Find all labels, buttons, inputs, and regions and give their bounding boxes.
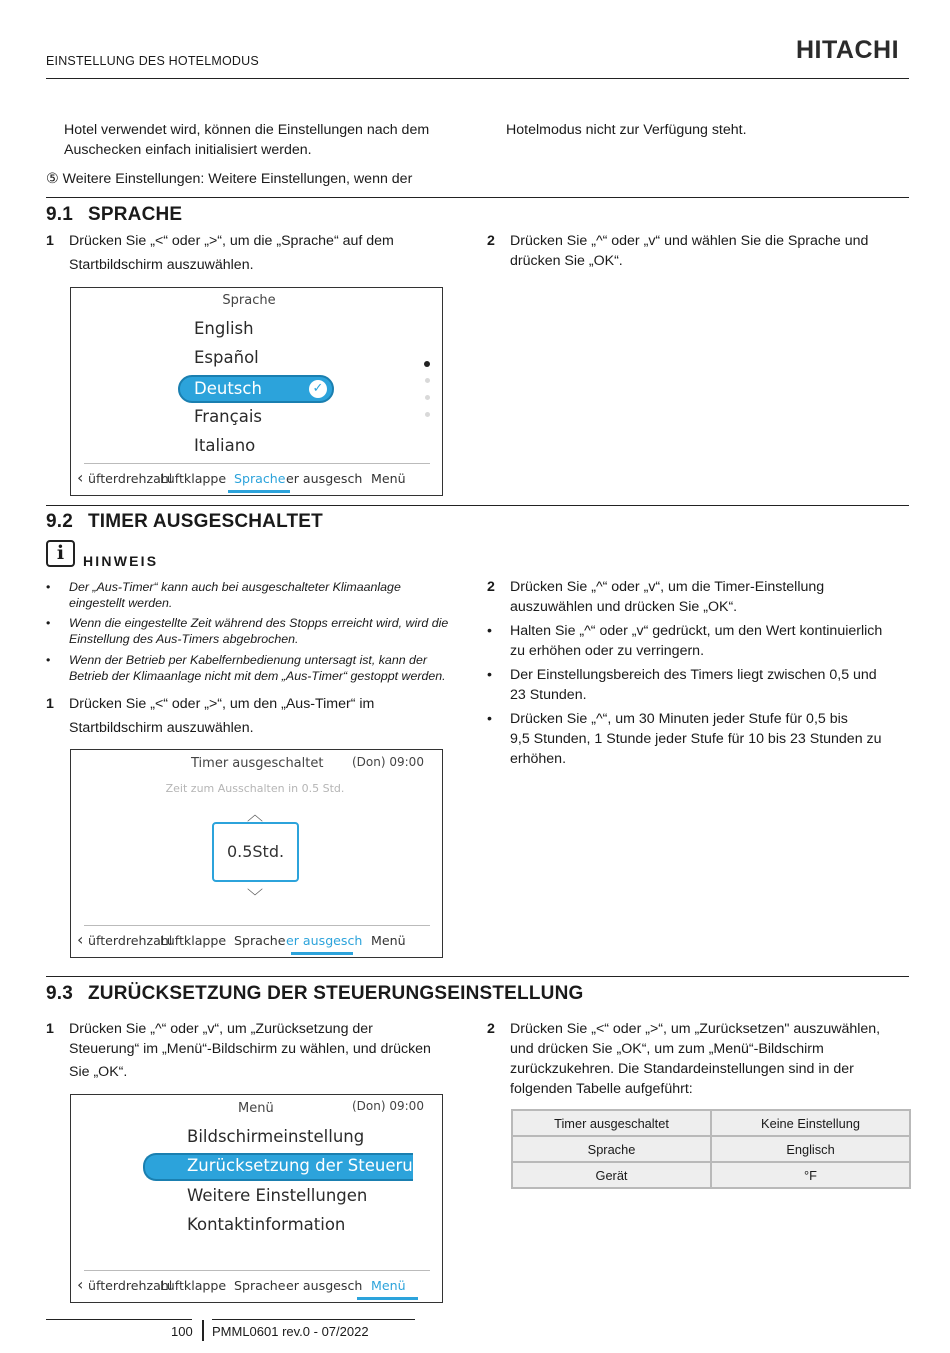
section-number: 9.2 [46,511,74,532]
bullet-line: 9,5 Stunden, 1 Stunde jeder Stufe für 10 bis 23 Stunden zu [510,731,882,747]
menu-item-label: Zurücksetzung der Steuerung [187,1156,434,1175]
step-number: 1 [46,233,54,249]
note-line: Betrieb der Klimaanlage nicht mit dem „Aus-Timer“ gestoppt werden. [69,668,446,683]
tab-menu[interactable]: Menü [371,471,406,486]
menu-screen [70,1094,443,1303]
step-1 [46,692,456,740]
section-number: 9.1 [46,204,74,225]
info-icon-glyph: i [56,542,65,564]
step-text-line: Sie „OK“. [69,1064,128,1080]
tab-louver[interactable]: Luftklappe [160,471,227,486]
table-cell: Keine Einstellung [711,1110,910,1136]
table-row [512,1110,910,1136]
tab-menu[interactable]: Menü [371,933,406,948]
tab-fan-speed[interactable]: üfterdrehzahl [88,1278,173,1293]
brand-logo: HITACHI [796,36,900,64]
section-heading-9-2 [46,511,323,533]
default-settings-table [511,1109,911,1189]
screen-title: Sprache [222,293,276,308]
bullet: • [487,667,492,683]
tab-fan-speed[interactable]: üfterdrehzahl [88,471,173,486]
check-icon: ✓ [309,380,327,398]
step-number: 1 [46,696,54,712]
step-2 [487,231,907,271]
section-title: TIMER AUSGESCHALTET [88,511,323,532]
bullet-line: erhöhen. [510,751,567,767]
step-2 [487,1019,907,1099]
timer-screen [70,749,443,958]
tab-timer-off[interactable]: er ausgesch [286,471,363,486]
section-heading-9-3 [46,983,583,1005]
note-line: Wenn die eingestellte Zeit während des Stopps erreicht wird, wird die [69,616,449,630]
language-screen [70,287,443,496]
step-text-line: Drücken Sie „<“ oder „>“, um den „Aus-Timer“ im [69,696,375,712]
header-divider [46,78,909,79]
back-chevron-icon[interactable]: ‹ [77,468,84,487]
step-text-line: Drücken Sie „^“ oder „v“, um „Zurücksetzung der [69,1021,373,1037]
bullet-line: Drücken Sie „^“, um 30 Minuten jeder Stufe für 0,5 bis [510,711,848,727]
bullet-line: Der Einstellungsbereich des Timers liegt zwischen 0,5 und [510,667,877,683]
footer-separator [202,1320,204,1341]
table-row [512,1162,910,1188]
back-chevron-icon[interactable]: ‹ [77,930,84,949]
step-text-line: Steuerung“ im „Menü“-Bildschirm zu wählen, und drücken [69,1041,431,1057]
section-divider [46,505,909,506]
selected-language-label: Deutsch [194,379,262,398]
step-text-line: zurückzukehren. Die Standardeinstellungen sind in der [510,1061,854,1077]
section-number: 9.3 [46,983,74,1004]
bullet: • [487,623,492,639]
note-line: Einstellung des Aus-Timers abgebrochen. [69,631,299,646]
step-1 [46,229,456,277]
step-text-line: Drücken Sie „<“ oder „>“, um die „Sprache“ auf dem [69,233,394,249]
note-line: Wenn der Betrieb per Kabelfernbedienung untersagt ist, kann der [69,653,427,667]
step-text-line: Startbildschirm auszuwählen. [69,720,254,736]
tab-timer-off[interactable]: er ausgesch [286,1278,363,1293]
active-tab-underline [291,952,353,955]
active-tab-underline [357,1297,418,1300]
info-icon [46,540,75,567]
section-title: ZURÜCKSETZUNG DER STEUERUNGSEINSTELLUNG [88,983,584,1004]
bullet-item [487,709,907,769]
section-divider [46,197,909,198]
step-2 [487,577,907,617]
page-dot [425,378,430,383]
table-cell: Englisch [711,1136,910,1162]
page-dot-active [424,361,430,367]
tab-language[interactable]: Sprache [234,933,286,948]
back-chevron-icon[interactable]: ‹ [77,1275,84,1294]
table-cell: Timer ausgeschaltet [512,1110,711,1136]
menu-item-reset-control-selected[interactable] [143,1153,434,1181]
clock-display: (Don) 09:00 [352,1099,424,1113]
step-text-line: Startbildschirm auszuwählen. [69,257,254,273]
bullet-line: zu erhöhen oder zu verringern. [510,643,705,659]
footer-rule-right [212,1319,415,1320]
intro-line-1: Hotel verwendet wird, können die Einstellungen nach dem [64,122,430,138]
step-number: 2 [487,1021,495,1037]
intro-line-2: Auschecken einfach initialisiert werden. [64,142,312,158]
tab-timer-off[interactable]: er ausgesch [286,933,363,948]
note-bullet: • [46,580,51,594]
screen-title: Timer ausgeschaltet [191,756,324,771]
bottom-tab-bar [77,925,430,956]
language-option-selected[interactable] [178,375,334,403]
section-divider [46,976,909,977]
chevron-up-icon[interactable]: ︿ [247,805,264,824]
bullet: • [487,711,492,727]
section-title: SPRACHE [88,204,183,225]
timer-subtitle: Zeit zum Ausschalten in 0.5 Std. [165,782,345,795]
tab-language[interactable]: Sprache [234,1278,286,1293]
note-bullet: • [46,616,51,630]
section-heading-9-1 [46,204,182,226]
tab-louver[interactable]: Luftklappe [160,1278,227,1293]
tab-fan-speed[interactable]: üfterdrehzahl [88,933,173,948]
note-line: Der „Aus-Timer“ kann auch bei ausgeschalteter Klimaanlage [69,580,401,594]
bullet-item [487,665,907,705]
table-cell: Sprache [512,1136,711,1162]
page-number: 100 [171,1324,193,1339]
clock-display: (Don) 09:00 [352,755,424,769]
step-number: 2 [487,233,495,249]
step-number: 1 [46,1021,54,1037]
menu-item-contact-info[interactable]: Kontaktinformation [187,1215,346,1234]
step-text-line: Drücken Sie „^“ oder „v“, um die Timer-Einstellung [510,579,825,595]
footer-rule-left [46,1319,192,1320]
language-option[interactable]: Français [194,407,263,426]
step-text-line: Drücken Sie „^“ oder „v“ und wählen Sie die Sprache und [510,233,869,249]
step-text-line: drücken Sie „OK“. [510,253,623,269]
note-bullet: • [46,653,51,667]
table-cell: Gerät [512,1162,711,1188]
timer-value-box[interactable]: 0.5Std. [212,822,299,882]
tab-language[interactable]: Sprache [234,471,286,486]
page-dot [425,412,430,417]
step-text-line: folgenden Tabelle aufgeführt: [510,1081,693,1097]
header-title: EINSTELLUNG DES HOTELMODUS [46,54,259,68]
note-item [46,653,468,684]
step-number: 2 [487,579,495,595]
step-text-line: auszuwählen und drücken Sie „OK“. [510,599,738,615]
hinweis-label: HINWEIS [83,553,159,569]
step-1 [46,1019,466,1082]
intro-right: Hotelmodus nicht zur Verfügung steht. [506,122,747,138]
menu-item-display-settings[interactable]: Bildschirmeinstellung [187,1127,365,1146]
page-dot [425,395,430,400]
screen-title: Menü [238,1101,274,1116]
table-row [512,1136,910,1162]
intro-item-5: ⑤ Weitere Einstellungen: Weitere Einstellungen, wenn der [46,171,413,187]
tab-louver[interactable]: Luftklappe [160,933,227,948]
language-option[interactable]: Español [194,348,259,367]
note-line: eingestellt werden. [69,595,173,610]
tab-menu[interactable]: Menü [371,1278,406,1293]
menu-item-more-settings[interactable]: Weitere Einstellungen [187,1186,368,1205]
bullet-line: 23 Stunden. [510,687,587,703]
document-reference: PMML0601 rev.0 - 07/2022 [212,1324,369,1339]
note-item [46,616,468,647]
bullet-item [487,621,907,661]
language-option[interactable]: English [194,319,254,338]
table-cell: °F [711,1162,910,1188]
note-item [46,580,468,611]
step-text-line: Drücken Sie „<“ oder „>“, um „Zurücksetzen" auszuwählen, [510,1021,881,1037]
language-option[interactable]: Italiano [194,436,256,455]
step-text-line: und drücken Sie „OK“, um zum „Menü“-Bildschirm [510,1041,824,1057]
active-tab-underline [228,490,290,493]
bullet-line: Halten Sie „^“ oder „v“ gedrückt, um den Wert kontinuierlich [510,623,883,639]
chevron-down-icon[interactable]: ﹀ [247,887,264,906]
